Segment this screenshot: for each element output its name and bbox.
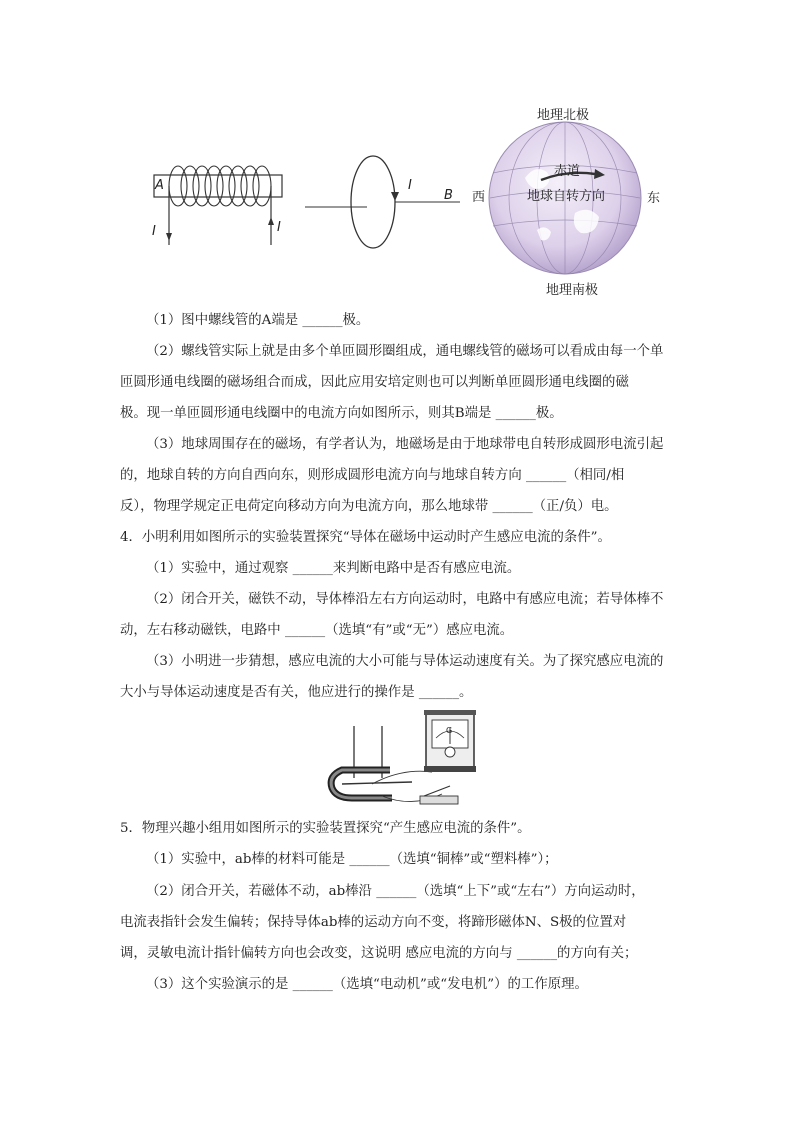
current-arrow-up bbox=[268, 217, 274, 225]
equator-label: 赤道 bbox=[554, 164, 581, 179]
galvanometer bbox=[424, 710, 476, 772]
q3-part2-line3: 极。现一单匝圆形通电线圈中的电流方向如图所示，则其B端是 ______极。 bbox=[120, 406, 563, 421]
galvanometer-letter: G bbox=[446, 726, 453, 735]
q4-part3-line2: 大小与导体运动速度是否有关，他应进行的操作是 ______。 bbox=[120, 685, 473, 700]
solenoid-current-left-label: I bbox=[152, 224, 156, 239]
solenoid-current-right-label: I bbox=[277, 220, 281, 235]
q5-part2-line1: （2）闭合开关，若磁体不动，ab棒沿 ______（选填“上下”或“左右”）方向运动时， bbox=[146, 884, 645, 899]
solenoid-figure bbox=[150, 155, 290, 250]
solenoid-end-a-label: A bbox=[155, 178, 164, 193]
q3-part3-line3: 反），物理学规定正电荷定向移动方向为电流方向，那么地球带 ______（正/负）电。 bbox=[120, 499, 618, 514]
q5-part3: （3）这个实验演示的是 ______（选填“电动机”或“发电机”）的工作原理。 bbox=[146, 977, 588, 992]
q3-part2-line1: （2）螺线管实际上就是由多个单匝圆形圈组成，通电螺线管的磁场可以看成由每一个单 bbox=[146, 344, 664, 359]
q3-part3-line2: 的，地球自转的方向自西向东，则形成圆形电流方向与地球自转方向 ______（相同/相 bbox=[120, 468, 625, 483]
q5-part2-line3: 调，灵敏电流计指针偏转方向也会改变，这说明 感应电流的方向与 ______的方向有关； bbox=[120, 946, 638, 961]
rotation-direction-label: 地球自转方向 bbox=[527, 189, 606, 204]
current-loop bbox=[351, 156, 395, 248]
q4-part2-line2: 动，左右移动磁铁，电路中 ______（选填“有”或“无”）感应电流。 bbox=[120, 623, 514, 638]
q3-part1: （1）图中螺线管的A端是 ______极。 bbox=[146, 313, 370, 328]
loop-end-b-label: B bbox=[444, 188, 453, 203]
loop-current-label: I bbox=[408, 178, 412, 193]
q4-part3-line1: （3）小明进一步猜想，感应电流的大小可能与导体运动速度有关。为了探究感应电流的 bbox=[146, 654, 664, 669]
solenoid-coil bbox=[169, 166, 271, 206]
induction-apparatus-figure bbox=[312, 708, 482, 813]
current-arrow-down bbox=[166, 233, 172, 241]
q4-part1: （1）实验中，通过观察 ______来判断电路中是否有感应电流。 bbox=[146, 561, 521, 576]
east-label: 东 bbox=[647, 191, 661, 206]
geographic-north-pole-label: 地理北极 bbox=[537, 108, 590, 123]
q5-stem: 5．物理兴趣小组用如图所示的实验装置探究“产生感应电流的条件”。 bbox=[120, 821, 531, 836]
q3-part2-line2: 匝圆形通电线圈的磁场组合而成，因此应用安培定则也可以判断单匝圆形通电线圈的磁 bbox=[120, 375, 629, 390]
single-loop-figure bbox=[305, 150, 465, 250]
west-label: 西 bbox=[472, 190, 486, 205]
geographic-south-pole-label: 地理南极 bbox=[546, 283, 599, 298]
q4-part2-line1: （2）闭合开关，磁铁不动，导体棒沿左右方向运动时，电路中有感应电流；若导体棒不 bbox=[146, 592, 664, 607]
q3-part3-line1: （3）地球周围存在的磁场，有学者认为，地磁场是由于地球带电自转形成圆形电流引起 bbox=[146, 437, 664, 452]
q5-part1: （1）实验中，ab棒的材料可能是 ______（选填“铜棒”或“塑料棒”）； bbox=[146, 852, 558, 867]
q5-part2-line2: 电流表指针会发生偏转；保持导体ab棒的运动方向不变，将蹄形磁体N、S极的位置对 bbox=[120, 915, 627, 930]
loop-current-arrow bbox=[391, 192, 399, 201]
conductor-rod bbox=[342, 782, 412, 784]
q4-stem: 4．小明利用如图所示的实验装置探究“导体在磁场中运动时产生感应电流的条件”。 bbox=[120, 530, 611, 545]
